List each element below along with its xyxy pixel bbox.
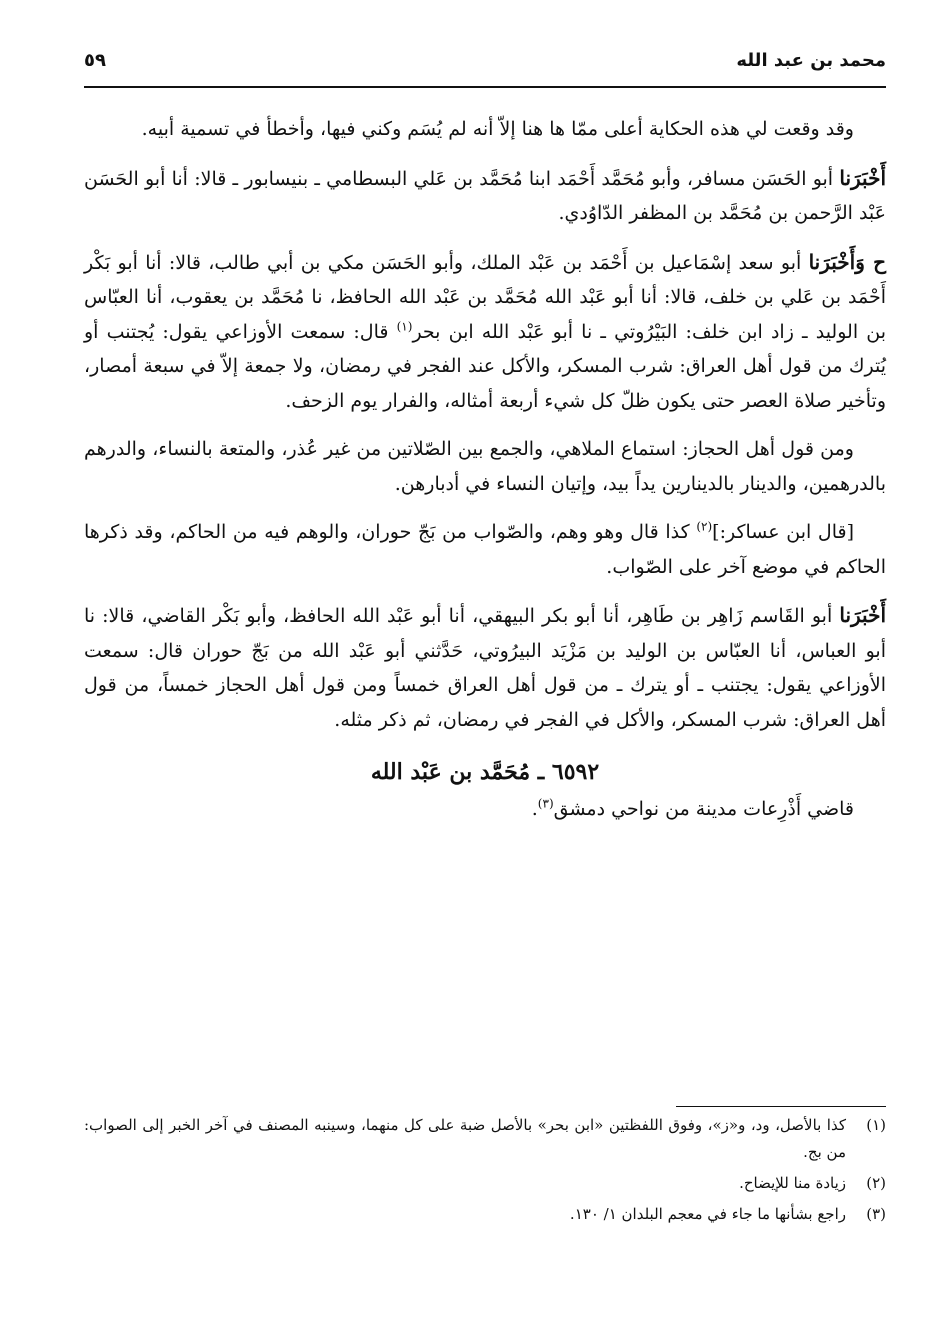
footnote-ref-1[interactable]: (١) <box>396 319 413 334</box>
entry-description <box>84 792 886 827</box>
paragraph-4-text: ومن قول أهل الحجاز: استماع الملاهي، والجمع بين الصّلاتين من غير عُذر، والمتعة بالنساء، والدرهم بالدرهمين، والدينار بالدينارين يداً بيد، وإتيان النساء في أدبارهن. <box>84 438 886 495</box>
paragraph-3 <box>84 245 886 419</box>
paragraph-2 <box>84 161 886 231</box>
paragraph-2-lead: أَخْبَرَنا <box>839 165 886 190</box>
footnote-3-text: راجع بشأنها ما جاء في معجم البلدان ١/ ١٣٠. <box>569 1205 846 1223</box>
footnotes <box>84 1112 886 1232</box>
paragraph-4 <box>84 432 886 501</box>
paragraph-6-text: أبو القَاسم زَاهِر بن طَاهِر، أنا أبو بكر البيهقي، أنا أبو عَبْد الله الحافظ، وأبو بَكْر القاضي، قالا: نا أبو العباس، أنا العبّاس بن الوليد بن مَزْيَد البيرُوتي، حَدَّثني أبو عَبْد الله من بَجّ حوران قال: سمعت الأوزاعي يقول: يجتنب ـ أو يترك ـ من قول أهل العراق خمساً ومن قول أهل الحجاز خمساً، من قول أهل العراق: شرب المسكر، والأكل في الفجر في رمضان، ثم ذكر مثله. <box>84 605 886 731</box>
running-title: محمد بن عبد الله <box>736 50 886 71</box>
page-number: ٥٩ <box>84 50 106 71</box>
footnote-2-number: (٢) <box>866 1174 886 1192</box>
paragraph-3-text-a: أبو سعد إسْمَاعيل بن أَحْمَد بن عَبْد الملك، وأبو الحَسَن مكي بن أبي طالب، قالا: أنا أبو بَكْر أَحْمَد بن عَلي بن خلف، قالا: أنا أبو عَبْد الله مُحَمَّد بن عَبْد الله الحافظ، نا مُحَمَّد بن يعقوب، أنا العبّاس بن الوليد ـ زاد ابن خلف: البَيْرُوتي ـ نا أبو عَبْد الله ابن بحر <box>84 251 886 343</box>
footnote-3-number: (٣) <box>866 1205 886 1223</box>
paragraph-3-lead: ح وَأَخْبَرَنا <box>808 249 886 274</box>
page-header <box>84 44 886 88</box>
footnote-2 <box>84 1170 886 1197</box>
paragraph-6 <box>84 598 886 737</box>
footnote-3 <box>84 1201 886 1228</box>
footnote-ref-2[interactable]: (٢) <box>696 519 713 534</box>
footnote-1 <box>84 1112 886 1166</box>
footnote-ref-3[interactable]: (٣) <box>537 796 554 811</box>
main-text <box>84 112 886 826</box>
paragraph-5 <box>84 515 886 584</box>
paragraph-3-text-b: قال: سمعت الأوزاعي يقول: يُجتنب أو يُترك من قول أهل العراق: شرب المسكر، والأكل عند الفجر في رمضان، ولا جمعة إلاّ في سبعة أمصار، وتأخير صلاة العصر حتى يكون ظلّ كل شيء أربعة أمثاله، والفرار يوم الزحف. <box>84 320 886 412</box>
paragraph-6-lead: أَخْبَرَنا <box>839 603 886 627</box>
entry-description-text: قاضي أَذْرِعات مدينة من نواحي دمشق <box>553 797 854 820</box>
paragraph-1 <box>84 112 886 147</box>
footnote-1-number: (١) <box>866 1116 886 1134</box>
footnote-1-text: كذا بالأصل، ود، و«ز»، وفوق اللفظتين «ابن بحر» بالأصل ضبة على كل منهما، وسينبه المصنف في آخر الخبر إلى الصواب: من بج. <box>84 1116 846 1161</box>
paragraph-5-text-a: [قال ابن عساكر:] <box>712 521 855 543</box>
paragraph-1-text: وقد وقعت لي هذه الحكاية أعلى ممّا ها هنا إلاّ أنه لم يُسَم وكني فيها، وأخطأ في تسمية أبيه. <box>141 118 854 140</box>
footnote-2-text: زيادة منا للإيضاح. <box>739 1174 846 1192</box>
paragraph-2-text: أبو الحَسَن مسافر، وأبو مُحَمَّد أَحْمَد ابنا مُحَمَّد بن عَلي البسطامي ـ بنيسابور ـ قالا: أنا أبو الحَسَن عَبْد الرَّحمن بن مُحَمَّد بن المظفر الدّاوُدي. <box>84 167 886 224</box>
entry-heading: ٦٥٩٢ ـ مُحَمَّد بن عَبْد الله <box>370 759 600 785</box>
paragraph-5-text-b: كذا قال وهو وهم، والصّواب من بَجّ حوران، والوهم فيه من الحاكم، وقد ذكرها الحاكم في موضع آخر على الصّواب. <box>84 521 886 578</box>
entry-description-end: . <box>531 797 538 820</box>
footnote-divider <box>676 1106 886 1107</box>
